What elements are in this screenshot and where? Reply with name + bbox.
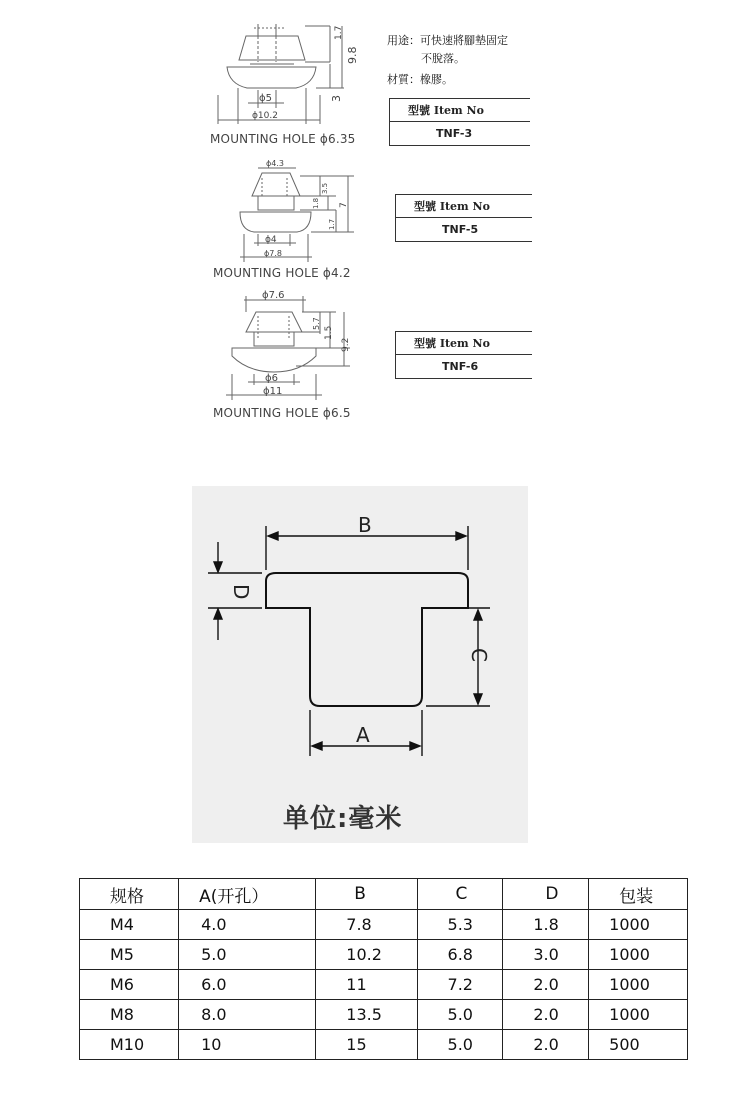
- item-value: TNF-3: [436, 127, 473, 140]
- item-header: 型號 Item No: [396, 195, 532, 218]
- table-row: [80, 1030, 688, 1060]
- fig3-dim-d-inner: ϕ6: [265, 373, 278, 384]
- fig3-dim-total: 9.2: [341, 337, 351, 352]
- table-cell: 1000: [589, 1000, 688, 1030]
- fig1-dim-base: 3: [330, 95, 343, 102]
- table-cell: 1000: [589, 970, 688, 1000]
- fig2-dim-h3: 1.7: [328, 218, 336, 230]
- fig2-dim-d-inner: ϕ4: [265, 235, 277, 245]
- fig1-dim-h1: 1.7: [334, 25, 344, 40]
- table-cell: M8: [80, 1000, 179, 1030]
- table-cell: 1000: [589, 940, 688, 970]
- fig3-dim-d-outer: ϕ11: [263, 386, 283, 397]
- header-cell: C: [417, 879, 503, 910]
- fig3-dim-top: ϕ7.6: [262, 290, 285, 301]
- table-cell: 11: [316, 970, 417, 1000]
- fig1-caption: MOUNTING HOLE ϕ6.35: [210, 132, 356, 146]
- dimension-diagram: [192, 486, 528, 843]
- table-cell: 1.8: [503, 910, 589, 940]
- item-box-tnf5: [395, 194, 532, 242]
- table-row: [80, 970, 688, 1000]
- item-header: 型號 Item No: [396, 332, 532, 355]
- item-header: 型號 Item No: [390, 99, 530, 122]
- fig2-dim-d-outer: ϕ7.8: [264, 249, 282, 258]
- label-a: A: [356, 723, 370, 747]
- fig3-dim-h2: 1.5: [324, 325, 334, 340]
- table-cell: 500: [589, 1030, 688, 1060]
- header-cell: 包装: [589, 879, 688, 910]
- table-row: [80, 940, 688, 970]
- fig1-dim-d-inner: ϕ5: [259, 93, 272, 104]
- table-cell: 4.0: [179, 910, 316, 940]
- table-cell: 2.0: [503, 1030, 589, 1060]
- usage-line-2: 不脫落。: [421, 52, 465, 65]
- fig3-drawing: [226, 296, 350, 400]
- table-cell: 2.0: [503, 1000, 589, 1030]
- label-d: D: [229, 584, 253, 600]
- table-header-row: [80, 879, 688, 910]
- table-cell: 7.8: [316, 910, 417, 940]
- table-cell: 5.3: [417, 910, 503, 940]
- table-cell: 6.0: [179, 970, 316, 1000]
- table-cell: 10.2: [316, 940, 417, 970]
- fig2-dim-top: ϕ4.3: [266, 159, 284, 168]
- table-cell: M5: [80, 940, 179, 970]
- usage-line-1: 用途：可快速將腳墊固定: [387, 34, 508, 47]
- fig3-dim-h1: 5.7: [312, 317, 321, 330]
- label-b: B: [358, 513, 372, 537]
- table-cell: M6: [80, 970, 179, 1000]
- table-cell: 5.0: [417, 1000, 503, 1030]
- material-line: 材質：橡膠。: [387, 73, 453, 86]
- label-c: C: [467, 648, 491, 662]
- header-cell: B: [316, 879, 417, 910]
- unit-label: 单位:毫米: [283, 804, 403, 834]
- fig2-caption: MOUNTING HOLE ϕ4.2: [213, 266, 351, 280]
- table-cell: 2.0: [503, 970, 589, 1000]
- item-value: TNF-6: [442, 360, 479, 373]
- item-box-tnf3: [389, 98, 530, 146]
- table-cell: 6.8: [417, 940, 503, 970]
- fig2-dim-total: 7: [339, 202, 349, 208]
- table-row: [80, 910, 688, 940]
- fig1-drawing: [218, 24, 344, 124]
- fig2-dim-h2: 1.8: [312, 197, 320, 209]
- fig2-drawing: [240, 168, 354, 262]
- table-cell: 10: [179, 1030, 316, 1060]
- fig2-dim-h1: 3.5: [321, 182, 329, 194]
- table-cell: 5.0: [179, 940, 316, 970]
- table-row: [80, 1000, 688, 1030]
- table-cell: 1000: [589, 910, 688, 940]
- fig3-caption: MOUNTING HOLE ϕ6.5: [213, 406, 351, 420]
- item-value: TNF-5: [442, 223, 479, 236]
- dimension-diagram-panel: [192, 486, 528, 843]
- header-cell: A(开孔）: [179, 879, 316, 910]
- table-cell: 13.5: [316, 1000, 417, 1030]
- technical-drawings: [0, 0, 750, 440]
- table-cell: 3.0: [503, 940, 589, 970]
- spec-table: [79, 878, 688, 1060]
- grommet-outline: [266, 573, 468, 706]
- table-cell: 7.2: [417, 970, 503, 1000]
- fig1-dim-total: 9.8: [346, 46, 359, 64]
- header-cell: D: [503, 879, 589, 910]
- table-cell: 8.0: [179, 1000, 316, 1030]
- fig1-dim-d-outer: ϕ10.2: [252, 111, 278, 121]
- table-cell: 15: [316, 1030, 417, 1060]
- table-cell: M10: [80, 1030, 179, 1060]
- table-cell: M4: [80, 910, 179, 940]
- header-cell: 规格: [80, 879, 179, 910]
- item-box-tnf6: [395, 331, 532, 379]
- table-cell: 5.0: [417, 1030, 503, 1060]
